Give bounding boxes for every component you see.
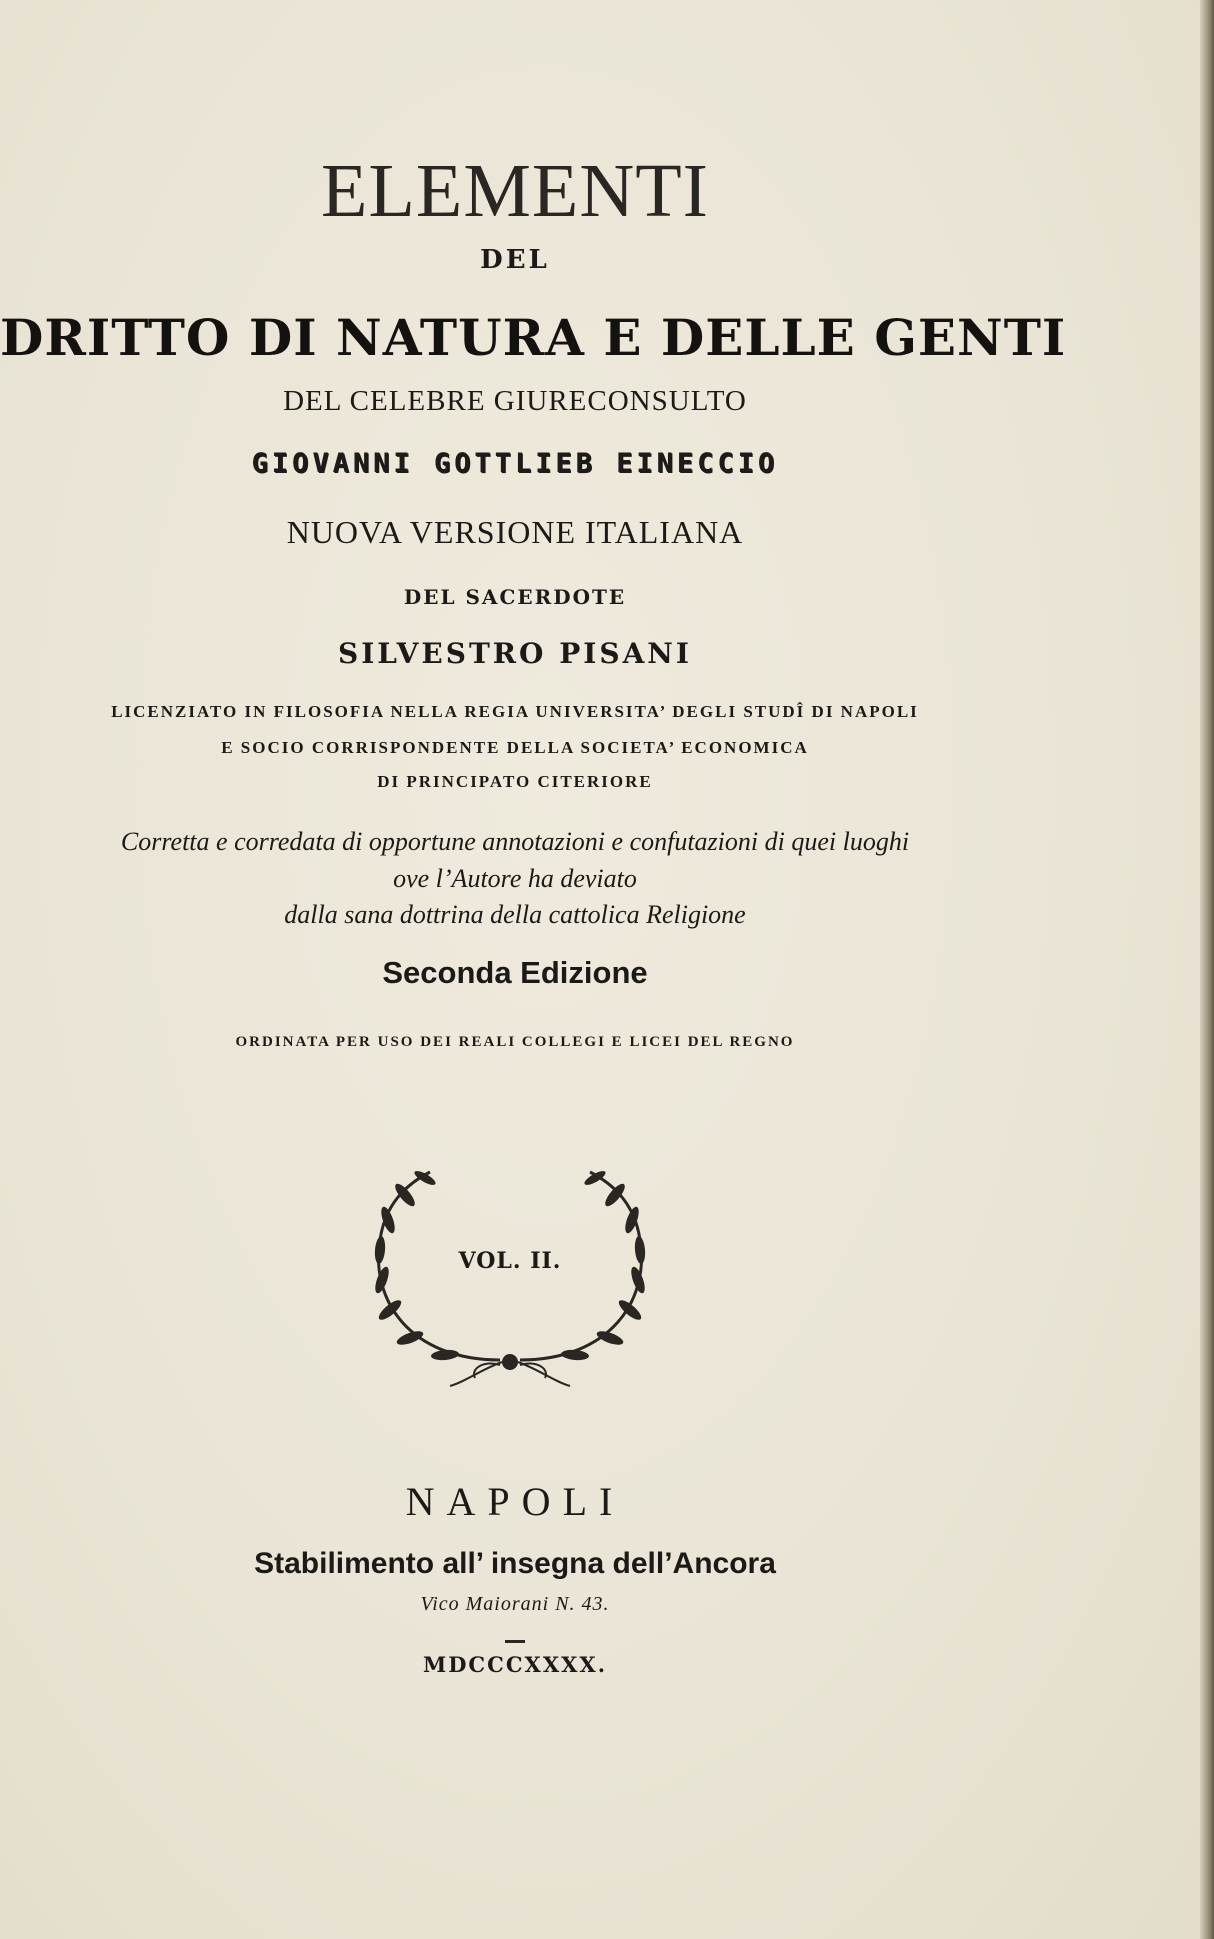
publisher: Stabilimento all’ insegna dell’Ancora [254, 1547, 776, 1580]
author-intro: DEL CELEBRE GIURECONSULTO [283, 385, 747, 417]
ordinata-line: ORDINATA PER USO DEI REALI COLLEGI E LICEI DEL REGNO [235, 1034, 795, 1050]
laurel-wreath-icon [350, 1160, 670, 1390]
publisher-address: Vico Maiorani N. 43. [420, 1593, 610, 1615]
credential-line: DI PRINCIPATO CITERIORE [377, 772, 653, 791]
description-line: Corretta e corredata di opportune annotazioni e confutazioni di quei luoghi [120, 827, 910, 856]
credential-line: E SOCIO CORRISPONDENTE DELLA SOCIETA’ ECONOMICA [221, 738, 809, 757]
book-subject: DRITTO DI NATURA E DELLE GENTI [0, 308, 1067, 367]
description-line: dalla sana dottrina della cattolica Religione [284, 900, 746, 929]
page-edge [1200, 0, 1214, 1939]
city: NAPOLI [405, 1479, 625, 1524]
version-line: NUOVA VERSIONE ITALIANA [286, 514, 744, 550]
description-line: ove l’Autore ha deviato [393, 864, 637, 893]
translator-name: SILVESTRO PISANI [337, 637, 692, 670]
volume-label: VOL. II. [458, 1248, 562, 1274]
credential-line: LICENZIATO IN FILOSOFIA NELLA REGIA UNIVERSITA’ DEGLI STUDÎ DI NAPOLI [111, 702, 919, 721]
translator-intro: DEL SACERDOTE [403, 585, 627, 609]
preposition-del: DEL [480, 245, 550, 275]
author-name: GIOVANNI GOTTLIEB EINECCIO [251, 448, 779, 479]
edition-label: Seconda Edizione [382, 955, 648, 990]
book-title: ELEMENTI [321, 149, 709, 233]
divider-rule [505, 1640, 525, 1643]
publication-year: MDCCCXXXX. [422, 1652, 608, 1677]
